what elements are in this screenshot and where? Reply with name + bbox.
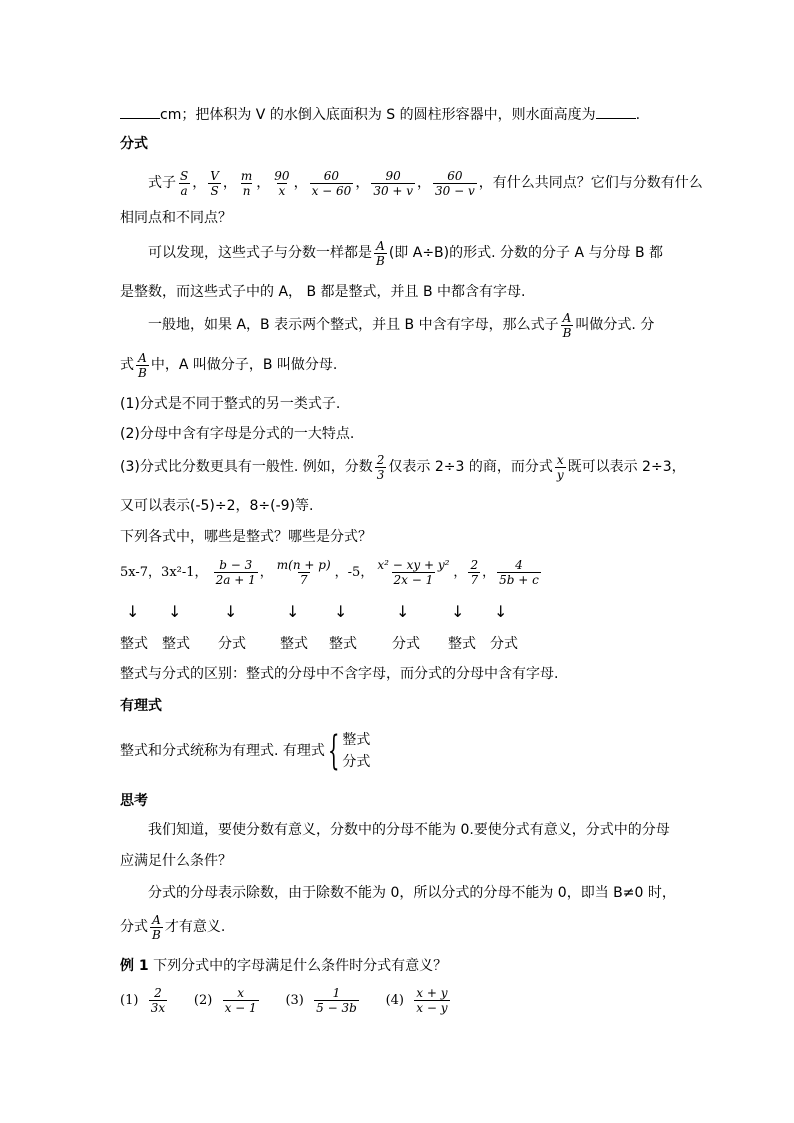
note-3: (3)分式比分数更具有一般性. 例如，分数 $\frac{2}{3}$ 仅表示 2÷3 的商，而分式 $\frac{x}{y}$ 既可以表示 2÷3， (120, 452, 686, 482)
expr-frac-4-5bc: $\frac{4}{5b + c}$ (499, 558, 539, 587)
question-common-points: 式子 $\frac{S}{a}$ ， $\frac{V}{S}$ ， $\frac{m}{n}$ ， $\frac{90}{x}$ ， $\frac{60}{x - 60}$ ， $\frac{90}{30 + v}$ ， $\frac{60}{30 - v}$ ，有什么共同点？它们与分数有什么 (148, 168, 703, 198)
heading-youlishi: 有理式 (120, 698, 162, 714)
example-1-items (120, 984, 452, 1018)
note-2: (2)分母中含有字母是分式的一大特点. (120, 426, 355, 442)
item-label: (3) (285, 993, 304, 1008)
paragraph-discovery-line-2: 是整数，而这些式子中的 A， B 都是整式，并且 B 中都含有字母. (120, 284, 526, 300)
example-fraction-1: $\frac{2}{3x}$ (150, 986, 166, 1015)
expr-minus-5: -5， (347, 565, 374, 580)
example-1: 例 1 下列分式中的字母满足什么条件时分式有意义？ (120, 958, 448, 974)
heading-fenshi: 分式 (120, 136, 148, 152)
fraction-2-over-3: $\frac{2}{3}$ (376, 452, 385, 482)
down-arrow-icon: ↓ (334, 602, 348, 621)
expression-list: 5x-7，3x²-1， $\frac{b - 3}{2a + 1}$ ， $\frac{m(n + p)}{7}$ ，-5， $\frac{\text{x² − xy + y²}}{2x - 1}$ ， $\frac{2}{7}$ ， $\frac{4}{5b + c}$ (120, 558, 539, 587)
label-zhengshi: 整式 (162, 636, 190, 652)
fraction-90-over-30-plus-v: $\frac{90}{30 + v}$ (373, 168, 414, 198)
label-zhengshi: 整式 (448, 636, 476, 652)
fraction-v-over-s: $\frac{V}{S}$ (210, 168, 219, 198)
label-zhengshi: 整式 (280, 636, 308, 652)
paragraph-discovery: 可以发现，这些式子与分数一样都是 $\frac{A}{B}$ (即 A÷B)的形式. 分数的分子 A 与分母 B 都 (148, 238, 663, 268)
fraction-a-over-b: $\frac{A}{B}$ (138, 350, 147, 380)
left-brace-icon: { (327, 728, 340, 774)
down-arrow-icon: ↓ (396, 602, 410, 621)
fraction-a-over-b: $\frac{A}{B}$ (376, 238, 385, 268)
item-label: (4) (385, 993, 405, 1008)
rational-expression-definition: 整式和分式统称为有理式. 有理式{ 整式 分式 (120, 728, 371, 774)
note-3-line-2: 又可以表示(-5)÷2，8÷(-9)等. (120, 498, 314, 514)
label-fenshi: 分式 (218, 636, 246, 652)
answer-blank-2 (596, 104, 636, 119)
label-fenshi: 分式 (392, 636, 420, 652)
fraction-a-over-b: $\frac{A}{B}$ (152, 912, 161, 942)
think-paragraph-2-line-2: 分式 $\frac{A}{B}$ 才有意义. (120, 912, 226, 942)
expr-frac-mnp: $\frac{m(n + p)}{7}$ (276, 558, 331, 587)
fill-blank-question: cm；把体积为 V 的水倒入底面积为 S 的圆柱形容器中，则水面高度为 . (120, 104, 640, 125)
fraction-x-over-y: $\frac{x}{y}$ (556, 452, 564, 482)
label-fenshi: 分式 (490, 636, 518, 652)
paragraph-definition-line-2: 式 $\frac{A}{B}$ 中，A 叫做分子，B 叫做分母. (120, 350, 338, 380)
question-line-2: 相同点和不同点？ (120, 210, 232, 226)
paragraph-definition: 一般地，如果 A，B 表示两个整式，并且 B 中含有字母，那么式子 $\frac{A}{B}$ 叫做分式. 分 (148, 310, 655, 340)
fraction-60-over-30-minus-v: $\frac{60}{30 - v}$ (435, 168, 475, 198)
fraction-a-over-b: $\frac{A}{B}$ (562, 310, 572, 340)
expr-frac-2-7: $\frac{2}{7}$ (470, 558, 479, 587)
down-arrow-icon: ↓ (451, 602, 465, 621)
think-paragraph-1-line-2: 应满足什么条件？ (120, 853, 232, 869)
think-paragraph-2: 分式的分母表示除数，由于除数不能为 0，所以分式的分母不能为 0，即当 B≠0 时， (148, 885, 676, 901)
label-zhengshi: 整式 (120, 636, 148, 652)
down-arrow-icon: ↓ (286, 602, 300, 621)
heading-sikao: 思考 (120, 793, 148, 809)
label-zhengshi: 整式 (329, 636, 357, 652)
expr-3x2-1: 3x²-1， (161, 565, 208, 580)
difference-statement: 整式与分式的区别：整式的分母中不含字母，而分式的分母中含有字母. (120, 666, 559, 682)
down-arrow-icon: ↓ (224, 602, 238, 621)
fraction-s-over-a: $\frac{S}{a}$ (180, 168, 189, 198)
expr-frac-b-3: $\frac{b - 3}{2a + 1}$ (215, 558, 256, 587)
down-arrow-icon: ↓ (126, 602, 140, 621)
item-label: (2) (193, 993, 213, 1008)
down-arrow-icon: ↓ (168, 602, 182, 621)
question-classify: 下列各式中，哪些是整式？哪些是分式？ (120, 529, 372, 545)
fraction-60-over-x-60: $\frac{60}{x - 60}$ (311, 168, 352, 198)
expr-frac-x2-xy-y2: $\frac{\text{x² − xy + y²}}{2x - 1}$ (377, 558, 450, 587)
item-label: (1) (120, 993, 139, 1008)
example-fraction-2: $\frac{x}{x - 1}$ (224, 986, 257, 1015)
think-paragraph-1: 我们知道，要使分数有意义，分数中的分母不能为 0.要使分式有意义，分式中的分母 (148, 822, 670, 838)
example-fraction-3: $\frac{1}{5 - 3b}$ (316, 986, 357, 1015)
example-fraction-4: $\frac{x + y}{x - y}$ (416, 986, 448, 1015)
note-1: (1)分式是不同于整式的另一类式子. (120, 396, 341, 412)
fraction-m-over-n: $\frac{m}{n}$ (240, 168, 253, 198)
answer-blank-1 (120, 104, 160, 119)
expr-5x-7: 5x-7， (120, 565, 162, 580)
fraction-90-over-x: $\frac{90}{x}$ (274, 168, 290, 198)
down-arrow-icon: ↓ (494, 602, 508, 621)
